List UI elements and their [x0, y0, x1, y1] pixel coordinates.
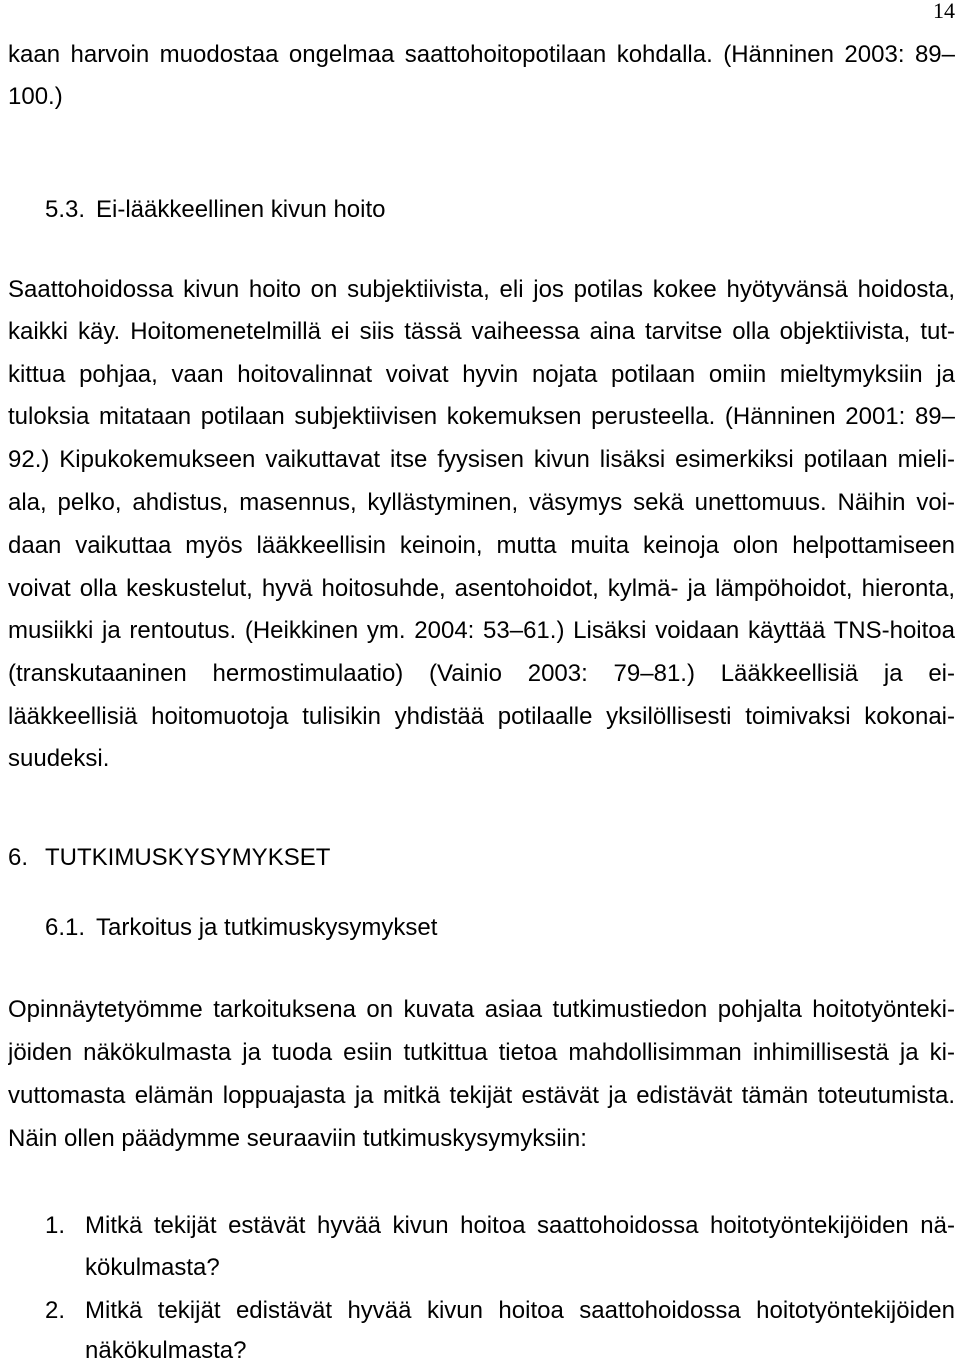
paragraph-line: kaikki käy. Hoitomenetelmillä ei siis tässä vaiheessa aina tarvitse olla objektiivista, tut-	[8, 319, 955, 345]
paragraph-line: suudeksi.	[8, 746, 110, 772]
list-item-line: näkökulmasta?	[85, 1338, 247, 1364]
paragraph-line: 100.)	[8, 84, 63, 110]
paragraph-line: vuttomasta elämän loppuajasta ja mitkä tekijät estävät ja edistävät tämän toteutumista.	[8, 1083, 955, 1109]
paragraph-line: kaan harvoin muodostaa ongelmaa saattohoitopotilaan kohdalla. (Hänninen 2003: 89–	[8, 42, 955, 68]
list-item-line: kökulmasta?	[85, 1255, 220, 1281]
section-heading-6-1	[45, 915, 945, 941]
paragraph-line: Saattohoidossa kivun hoito on subjektiivista, eli jos potilas kokee hyötyvänsä hoidosta,	[8, 277, 955, 303]
paragraph-line: Opinnäytetyömme tarkoituksena on kuvata asiaa tutkimustiedon pohjalta hoitotyönteki-	[8, 997, 955, 1023]
list-item-number: 2.	[45, 1297, 66, 1324]
list-item-line: Mitkä tekijät edistävät hyvää kivun hoitoa saattohoidossa hoitotyöntekijöiden	[85, 1298, 955, 1324]
paragraph-line: Näin ollen päädymme seuraaviin tutkimuskysymyksiin:	[8, 1126, 587, 1152]
paragraph-line: (transkutaaninen hermostimulaatio) (Vainio 2003: 79–81.) Lääkkeellisiä ja ei-	[8, 661, 955, 687]
section-number: 5.3.	[45, 197, 86, 223]
chapter-heading-6	[8, 845, 955, 871]
paragraph-line: jöiden näkökulmasta ja tuoda esiin tutkittua tietoa mahdollisimman inhimillisestä ja ki-	[8, 1040, 955, 1066]
paragraph-line: musiikki ja rentoutus. (Heikkinen ym. 2004: 53–61.) Lisäksi voidaan käyttää TNS-hoitoa	[8, 618, 955, 644]
section-title: Ei-lääkkeellinen kivun hoito	[96, 197, 386, 223]
chapter-number: 6.	[8, 845, 29, 871]
paragraph-line: tuloksia mitataan potilaan subjektiivisen kokemuksen perusteella. (Hänninen 2001: 89–	[8, 404, 955, 430]
section-number: 6.1.	[45, 915, 86, 941]
paragraph-line: daan vaikuttaa myös lääkkeellisin keinoin, mutta muita keinoja olon helpottamiseen	[8, 533, 955, 559]
paragraph-line: voivat olla keskustelut, hyvä hoitosuhde, asentohoidot, kylmä- ja lämpöhoidot, hieronta,	[8, 576, 955, 602]
list-item-line: Mitkä tekijät estävät hyvää kivun hoitoa saattohoidossa hoitotyöntekijöiden nä-	[85, 1213, 955, 1239]
paragraph-line: ala, pelko, ahdistus, masennus, kyllästyminen, väsymys sekä unettomuus. Näihin voi-	[8, 490, 955, 516]
page-number: 14	[933, 0, 955, 23]
section-title: Tarkoitus ja tutkimuskysymykset	[96, 915, 438, 941]
list-item-number: 1.	[45, 1212, 66, 1239]
paragraph-line: lääkkeellisiä hoitomuotoja tulisikin yhdistää potilaalle yksilöllisesti toimivaksi kokonai-	[8, 704, 955, 730]
paragraph-line: kittua pohjaa, vaan hoitovalinnat voivat hyvin nojata potilaan omiin mieltymyksiin ja	[8, 362, 955, 388]
chapter-title: TUTKIMUSKYSYMYKSET	[45, 845, 331, 871]
paragraph-line: 92.) Kipukokemukseen vaikuttavat itse fyysisen kivun lisäksi esimerkiksi potilaan mieli-	[8, 447, 955, 473]
section-heading-5-3	[45, 197, 945, 223]
